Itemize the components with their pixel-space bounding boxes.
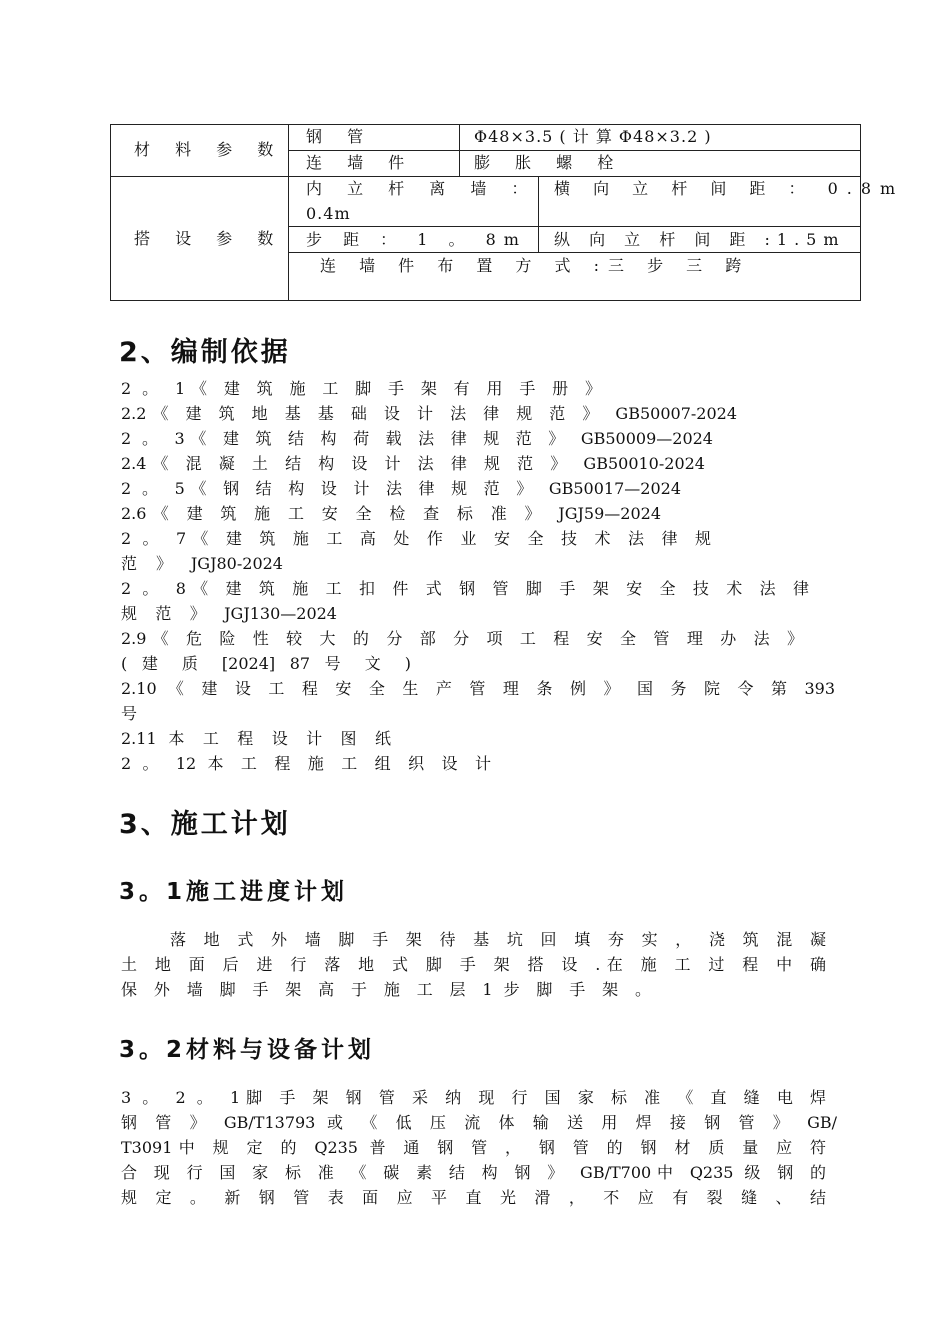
list-item: 2.10 《 建 设 工 程 安 全 生 产 管 理 条 例 》 国 务 院 令 第 393 <box>121 679 835 698</box>
wall-tie-label: 连 墙 件 <box>306 153 415 172</box>
inner-pole-distance-value: 0.4m <box>306 204 351 223</box>
list-item: 2 。 8《 建 筑 施 工 扣 件 式 钢 管 脚 手 架 安 全 技 术 法 律 <box>121 579 809 598</box>
paragraph-line: 钢 管 》 GB/T13793 或 《 低 压 流 体 输 送 用 焊 接 钢 管 》 GB/ <box>121 1113 837 1132</box>
list-item: 2.4《 混 凝 土 结 构 设 计 法 律 规 范 》 GB50010-2024 <box>121 454 705 473</box>
section-heading-plan: 3、施工计划 <box>119 809 291 840</box>
setup-params-label: 搭 设 参 数 <box>134 229 284 248</box>
material-params-label: 材 料 参 数 <box>134 140 284 159</box>
transverse-spacing: 横 向 立 杆 间 距 ： 0.8m <box>554 179 905 198</box>
paragraph-line: 3 。 2 。 1脚 手 架 钢 管 采 纳 现 行 国 家 标 准 《 直 缝 电 焊 <box>121 1088 826 1107</box>
paragraph-line: 保 外 墙 脚 手 架 高 于 施 工 层 1 步 脚 手 架 。 <box>121 980 651 999</box>
paragraph-line: 土 地 面 后 进 行 落 地 式 脚 手 架 搭 设 .在 施 工 过 程 中 确 <box>121 955 826 974</box>
list-item: 范 》 JGJ80-2024 <box>121 554 283 573</box>
list-item: 2.9《 危 险 性 较 大 的 分 部 分 项 工 程 安 全 管 理 办 法 》 <box>121 629 803 648</box>
inner-pole-distance-label: 内 立 杆 离 墙 ： <box>306 179 538 198</box>
step-distance: 步 距 ： 1 。 8m <box>306 230 527 249</box>
list-item: ( 建 质 [2024] 87 号 文 ) <box>121 654 411 673</box>
list-item: 2 。 5《 钢 结 构 设 计 法 律 规 范 》 GB50017—2024 <box>121 479 681 498</box>
paragraph-line: 落 地 式 外 墙 脚 手 架 待 基 坑 回 填 夯 实 ， 浇 筑 混 凝 <box>170 930 826 949</box>
paragraph-line: T3091中 规 定 的 Q235 普 通 钢 管 ， 钢 管 的 钢 材 质 量 应 符 <box>121 1138 826 1157</box>
subsection-heading-schedule: 3。1施工进度计划 <box>119 879 349 905</box>
list-item: 2 。 3《 建 筑 结 构 荷 载 法 律 规 范 》 GB50009—2024 <box>121 429 713 448</box>
list-item: 2.6《 建 筑 施 工 安 全 检 查 标 准 》 JGJ59—2024 <box>121 504 661 523</box>
list-item: 2 。 1《 建 筑 施 工 脚 手 架 有 用 手 册 》 <box>121 379 601 398</box>
section-heading-basis: 2、编制依据 <box>119 337 291 368</box>
list-item: 规 范 》 JGJ130—2024 <box>121 604 337 623</box>
paragraph-line: 规 定 。 新 钢 管 表 面 应 平 直 光 滑 ， 不 应 有 裂 缝 、 结 <box>121 1188 826 1207</box>
steel-pipe-spec: Φ48×3.5 ( 计 算 Φ48×3.2 ) <box>474 127 712 146</box>
list-item: 2 。 7《 建 筑 施 工 高 处 作 业 安 全 技 术 法 律 规 <box>121 529 711 548</box>
list-item: 2 。 12 本 工 程 施 工 组 织 设 计 <box>121 754 491 773</box>
wall-tie-spec: 膨 胀 螺 栓 <box>474 153 624 172</box>
list-item: 号 <box>121 704 138 723</box>
tie-layout: 连 墙 件 布 置 方 式 :三 步 三 跨 <box>320 256 751 275</box>
parameters-table <box>110 124 905 301</box>
longitudinal-spacing: 纵 向 立 杆 间 距 :1.5m <box>554 230 846 249</box>
list-item: 2.2《 建 筑 地 基 基 础 设 计 法 律 规 范 》 GB50007-2024 <box>121 404 737 423</box>
steel-pipe-label: 钢 管 <box>306 127 374 146</box>
paragraph-line: 合 现 行 国 家 标 准 《 碳 素 结 构 钢 》 GB/T700中 Q235 级 钢 的 <box>121 1163 826 1182</box>
subsection-heading-materials: 3。2材料与设备计划 <box>119 1037 376 1063</box>
list-item: 2.11 本 工 程 设 计 图 纸 <box>121 729 391 748</box>
